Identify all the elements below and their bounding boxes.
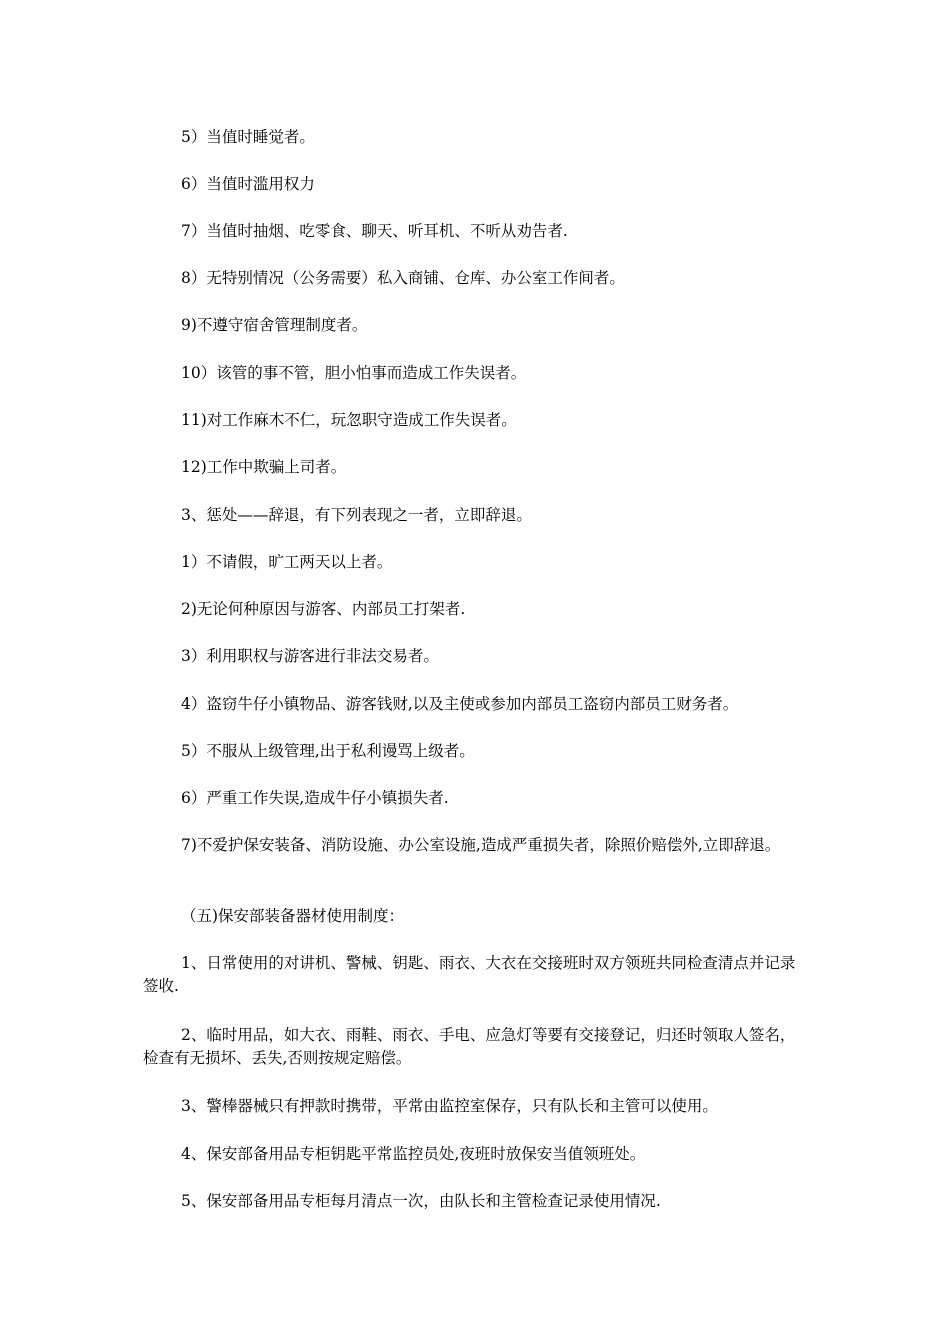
clause-6-abuse-power: 6）当值时滥用权力 xyxy=(181,175,315,193)
clause-7-smoking: 7）当值时抽烟、吃零食、聊天、听耳机、不听从劝告者. xyxy=(181,222,568,240)
clause-12-deceiving: 12)工作中欺骗上司者。 xyxy=(181,458,347,476)
clause-9-dormitory: 9)不遵守宿舍管理制度者。 xyxy=(181,316,368,334)
dismissal-3-illegal-trade: 3）利用职权与游客进行非法交易者。 xyxy=(181,647,439,665)
clause-11-dereliction: 11)对工作麻木不仁，玩忽职守造成工作失误者。 xyxy=(181,411,517,429)
section-3-dismissal: 3、惩处——辞退，有下列表现之一者，立即辞退。 xyxy=(181,506,532,524)
dismissal-2-fighting: 2)无论何种原因与游客、内部员工打架者. xyxy=(181,600,466,618)
equipment-rule-4: 4、保安部备用品专柜钥匙平常监控员处,夜班时放保安当值领班处。 xyxy=(181,1145,646,1163)
equipment-rule-1: 1、日常使用的对讲机、警械、钥匙、雨衣、大衣在交接班时双方领班共同检查清点并记录签收. xyxy=(143,954,796,995)
dismissal-7-equipment-damage: 7)不爱护保安装备、消防设施、办公室设施,造成严重损失者，除照价赔偿外,立即辞退。 xyxy=(181,836,781,854)
clause-8-private-entry: 8）无特别情况（公务需要）私入商铺、仓库、办公室工作间者。 xyxy=(181,269,625,287)
section-5-equipment-rules-heading: （五)保安部装备器材使用制度： xyxy=(181,907,405,925)
clause-5-sleeping: 5）当值时睡觉者。 xyxy=(181,128,315,146)
equipment-rule-5: 5、保安部备用品专柜每月清点一次，由队长和主管检查记录使用情况. xyxy=(181,1192,661,1210)
dismissal-5-insubordination: 5）不服从上级管理,出于私利谩骂上级者。 xyxy=(181,742,475,760)
dismissal-1-absence: 1）不请假，旷工两天以上者。 xyxy=(181,553,393,571)
dismissal-6-serious-error: 6）严重工作失误,造成牛仔小镇损失者. xyxy=(181,789,449,807)
equipment-rule-3: 3、警棒器械只有押款时携带，平常由监控室保存，只有队长和主管可以使用。 xyxy=(181,1097,718,1115)
clause-10-negligence: 10）该管的事不管，胆小怕事而造成工作失误者。 xyxy=(181,364,527,382)
dismissal-4-theft: 4）盗窃牛仔小镇物品、游客钱财,以及主使或参加内部员工盗窃内部员工财务者。 xyxy=(181,695,739,713)
equipment-rule-2: 2、临时用品，如大衣、雨鞋、雨衣、手电、应急灯等要有交接登记，归还时领取人签名，检查有无损坏、丢失,否则按规定赔偿。 xyxy=(143,1026,796,1067)
